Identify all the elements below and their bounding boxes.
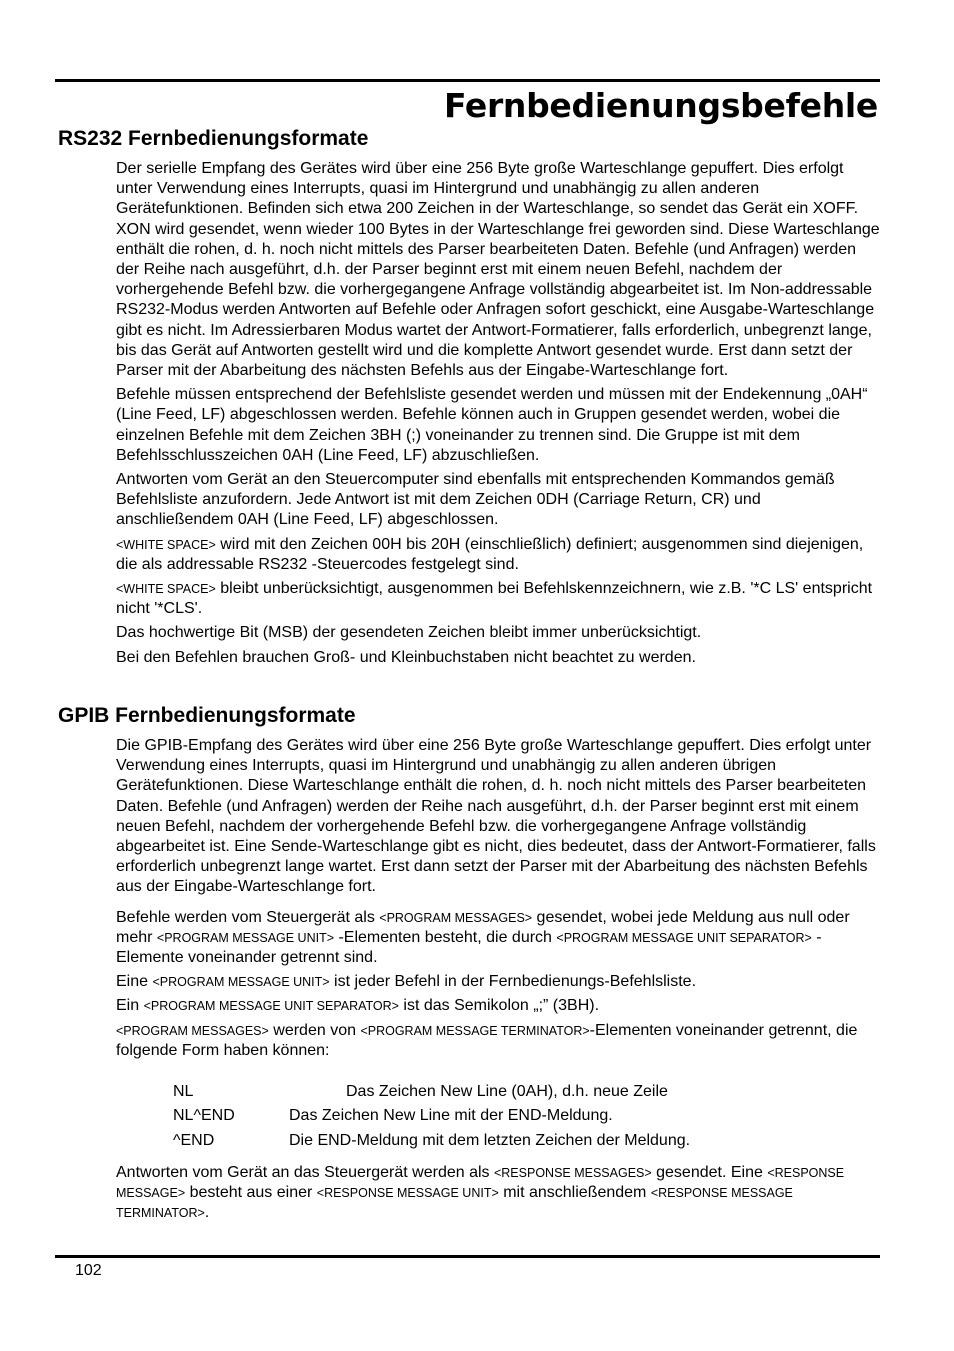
gpib-paragraph-5: <PROGRAM MESSAGES> werden von <PROGRAM MESSAGE TERMINATOR>-Elementen voneinander getrennt, die folgende Form haben können: xyxy=(116,1021,858,1059)
top-rule xyxy=(55,79,880,82)
white-space-term: <WHITE SPACE> xyxy=(116,582,216,597)
rs232-paragraph-3: Antworten vom Gerät an den Steuercomputer sind ebenfalls mit entsprechenden Kommandos gemäß Befehlsliste anzufordern. Jede Antwort ist mit dem Zeichen 0DH (Carriage Return, CR) und anschließendem 0AH (Line Feed, LF) abgeschlossen. xyxy=(116,471,835,529)
terminator-code: ^END xyxy=(173,1132,215,1149)
terminator-desc: Das Zeichen New Line (0AH), d.h. neue Zeile xyxy=(346,1083,668,1100)
page-number: 102 xyxy=(75,1262,102,1279)
rs232-paragraph-4: <WHITE SPACE> wird mit den Zeichen 00H bis 20H (einschließlich) definiert; ausgenommen sind diejenigen, die als addressable RS232 -Steuercodes festgelegt sind. xyxy=(116,535,864,573)
gpib-paragraph-3: Eine <PROGRAM MESSAGE UNIT> ist jeder Befehl in der Fernbedienungs-Befehlsliste. xyxy=(116,973,697,991)
rs232-paragraph-1: Der serielle Empfang des Gerätes wird über eine 256 Byte große Warteschlange gepuffert. Dies erfolgt unter Verwendung eines Interrupts, quasi im Hintergrund und unabhängig zu allen anderen Gerätefunktionen. Befinden sich etwa 200 Zeichen in der Warteschlange, so sendet das Gerät ein XOFF. XON wird gesendet, wenn wieder 100 Bytes in der Warteschlange frei geworden sind. Diese Warteschlange enthält die rohen, d. h. noch nicht mittels des Parser bearbeiteten Daten. Befehle (und Anfragen) werden der Reihe nach ausgeführt, d.h. der Parser beginnt erst mit einem neuen Befehl, nachdem der vorhergehende Befehl bzw. die vorhergegangene Anfrage vollständig abgearbeitet ist. Im Non-addressable RS232-Modus werden Antworten auf Befehle oder Anfragen sofort geschickt, eine Ausgabe-Warteschlange gibt es nicht. Im Adressierbaren Modus wartet der Antwort-Formatierer, falls erforderlich, unbegrenzt lange, bis das Gerät auf Antworten gestellt wird und die komplette Antwort gesendet wurde. Erst dann setzt der Parser mit der Abarbeitung des nächsten Befehls aus der Eingabe-Warteschlange fort. xyxy=(116,160,880,380)
gpib-heading: GPIB Fernbedienungsformate xyxy=(58,704,356,727)
terminator-desc: Die END-Meldung mit dem letzten Zeichen der Meldung. xyxy=(289,1132,691,1149)
rs232-paragraph-5: <WHITE SPACE> bleibt unberücksichtigt, ausgenommen bei Befehlskennzeichnern, wie z.B. '*C LS' entspricht nicht '*CLS'. xyxy=(116,580,873,618)
rs232-heading: RS232 Fernbedienungsformate xyxy=(58,127,369,150)
terminator-desc: Das Zeichen New Line mit der END-Meldung. xyxy=(289,1107,613,1124)
gpib-paragraph-4: Ein <PROGRAM MESSAGE UNIT SEPARATOR> ist das Semikolon „;” (3BH). xyxy=(116,997,600,1015)
gpib-paragraph-1: Die GPIB-Empfang des Gerätes wird über eine 256 Byte große Warteschlange gepuffert. Dies erfolgt unter Verwendung eines Interrupts, quasi im Hintergrund und unabhängig zu allen anderen übrigen Gerätefunktionen. Diese Warteschlange enthält die rohen, d. h. noch nicht mittels des Parser bearbeiteten Daten. Befehle (und Anfragen) werden der Reihe nach ausgeführt, d.h. der Parser beginnt erst mit einem neuen Befehl, nachdem der vorhergehende Befehl bzw. die vorhergegangene Anfrage vollständig abgearbeitet ist. Eine Sende-Warteschlange gibt es nicht, dies bedeutet, dass der Antwort-Formatierer, falls erforderlich unbegrenzt lange wartet. Erst dann setzt der Parser mit der Abarbeitung des nächsten Befehls aus der Eingabe-Warteschlange fort. xyxy=(116,737,876,896)
gpib-section xyxy=(116,736,881,1065)
page-title: Fernbedienungsbefehle xyxy=(443,86,878,125)
rs232-paragraph-6: Das hochwertige Bit (MSB) der gesendeten Zeichen bleibt immer unberücksichtigt. xyxy=(116,624,702,642)
terminator-code: NL xyxy=(173,1083,194,1100)
bottom-rule xyxy=(55,1255,880,1258)
gpib-response-section xyxy=(116,1163,881,1228)
gpib-paragraph-2: Befehle werden vom Steuergerät als <PROGRAM MESSAGES> gesendet, wobei jede Meldung aus null oder mehr <PROGRAM MESSAGE UNIT> -Elementen besteht, die durch <PROGRAM MESSAGE UNIT SEPARATOR> -Elemente voneinander getrennt sind. xyxy=(116,908,850,967)
terminator-code: NL^END xyxy=(173,1107,235,1124)
rs232-paragraph-2: Befehle müssen entsprechend der Befehlsliste gesendet werden und müssen mit der Endekennung „0AH“ (Line Feed, LF) abgeschlossen werden. Befehle können auch in Gruppen gesendet werden, wobei die einzelnen Befehle mit dem Zeichen 3BH (;) voneinander zu trennen sind. Die Gruppe ist mit dem Befehlsschlusszeichen 0AH (Line Feed, LF) abzuschließen. xyxy=(116,386,868,464)
rs232-paragraph-7: Bei den Befehlen brauchen Groß- und Kleinbuchstaben nicht beachtet zu werden. xyxy=(116,648,696,666)
rs232-section xyxy=(116,159,881,672)
gpib-paragraph-6: Antworten vom Gerät an das Steuergerät werden als <RESPONSE MESSAGES> gesendet. Eine <RESPONSE MESSAGE> besteht aus einer <RESPONSE MESSAGE UNIT> mit anschließendem <RESPONSE MESSAGE TERMINATOR>. xyxy=(116,1164,845,1222)
white-space-term: <WHITE SPACE> xyxy=(116,537,216,552)
